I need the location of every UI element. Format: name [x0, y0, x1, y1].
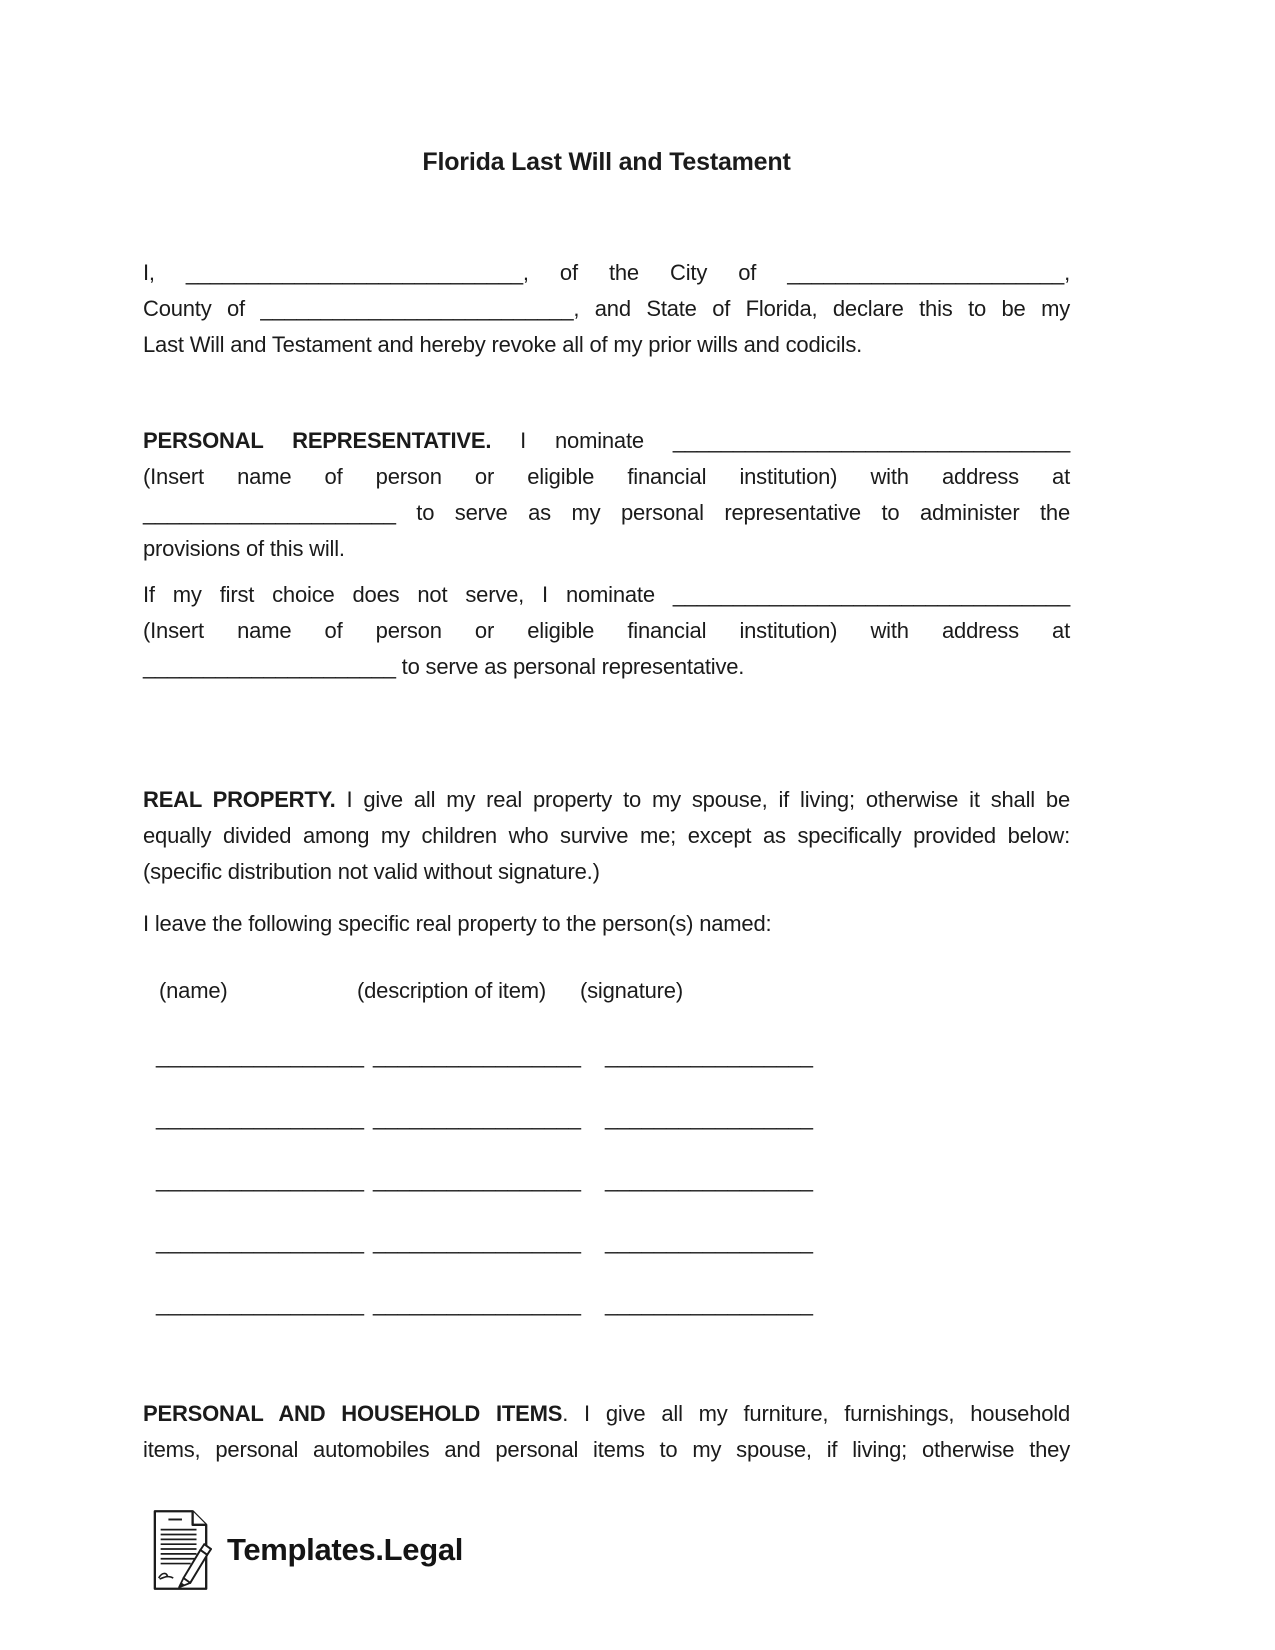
paragraph-line: (Insert name of person or eligible financial institution) with address at	[143, 464, 1070, 489]
table-row	[143, 1100, 1070, 1136]
table-header-row	[143, 973, 1070, 1009]
footer-brand	[150, 1508, 1275, 1592]
paragraph-line	[143, 423, 1070, 459]
blank-line: _________________	[373, 1167, 582, 1192]
alternate-representative-paragraph	[143, 577, 1070, 685]
section-personal-representative	[143, 423, 1070, 567]
paragraph-line	[143, 782, 1070, 818]
opening-paragraph	[143, 255, 1070, 363]
blank-line: _________________	[156, 1105, 365, 1130]
section-real-property	[143, 782, 1070, 890]
paragraph-line: items, personal automobiles and personal items to my spouse, if living; otherwise they	[143, 1437, 1070, 1462]
personal-household-items-text: . I give all my furniture, furnishings, household	[562, 1401, 1070, 1426]
opening-line-3: Last Will and Testament and hereby revoke all of my prior wills and codicils.	[143, 332, 863, 357]
paragraph-line: _____________________ to serve as personal representative.	[143, 654, 745, 679]
real-property-intro	[143, 906, 1070, 942]
paragraph-line: I leave the following specific real property to the person(s) named:	[143, 911, 772, 936]
section-personal-household-items	[143, 1396, 1070, 1468]
blank-line: _________________	[605, 1043, 814, 1068]
paragraph-line: _____________________ to serve as my personal representative to administer the	[143, 500, 1070, 525]
paragraph-line: (Insert name of person or eligible financial institution) with address at	[143, 618, 1070, 643]
personal-representative-heading: PERSONAL REPRESENTATIVE.	[143, 428, 492, 453]
blank-line: _________________	[156, 1229, 365, 1254]
blank-line: _________________	[156, 1167, 365, 1192]
blank-line: _________________	[373, 1229, 582, 1254]
column-header-signature: (signature)	[580, 978, 683, 1003]
blank-line: _________________	[156, 1291, 365, 1316]
page-title: Florida Last Will and Testament	[422, 148, 791, 176]
blank-line: _________________	[605, 1229, 814, 1254]
nominate-text: I nominate _________________________________	[491, 428, 1070, 453]
table-row	[143, 1162, 1070, 1198]
paragraph-line	[143, 1396, 1070, 1432]
document-pen-icon	[150, 1508, 212, 1592]
opening-line-2: County of __________________________, and State of Florida, declare this to be my	[143, 296, 1070, 321]
blank-line: _________________	[605, 1167, 814, 1192]
blank-line: _________________	[605, 1291, 814, 1316]
blank-line: _________________	[373, 1043, 582, 1068]
paragraph-line: equally divided among my children who survive me; except as specifically provided below:	[143, 823, 1070, 848]
blank-line: _________________	[373, 1105, 582, 1130]
brand-name: Templates.Legal	[227, 1532, 464, 1567]
table-row	[143, 1286, 1070, 1322]
paragraph-line: (specific distribution not valid without signature.)	[143, 859, 600, 884]
opening-line-1: I, ____________________________, of the City of _______________________,	[143, 260, 1070, 285]
table-row	[143, 1224, 1070, 1260]
table-row	[143, 1038, 1070, 1074]
property-table	[143, 973, 1070, 1322]
column-header-description: (description of item)	[357, 978, 546, 1003]
real-property-heading: REAL PROPERTY.	[143, 787, 336, 812]
personal-household-items-heading: PERSONAL AND HOUSEHOLD ITEMS	[143, 1401, 563, 1426]
paragraph-line: If my first choice does not serve, I nominate _________________________________	[143, 582, 1070, 607]
real-property-text: I give all my real property to my spouse, if living; otherwise it shall be	[335, 787, 1070, 812]
blank-line: _________________	[156, 1043, 365, 1068]
blank-line: _________________	[373, 1291, 582, 1316]
column-header-name: (name)	[159, 978, 228, 1003]
paragraph-line: provisions of this will.	[143, 536, 345, 561]
blank-line: _________________	[605, 1105, 814, 1130]
